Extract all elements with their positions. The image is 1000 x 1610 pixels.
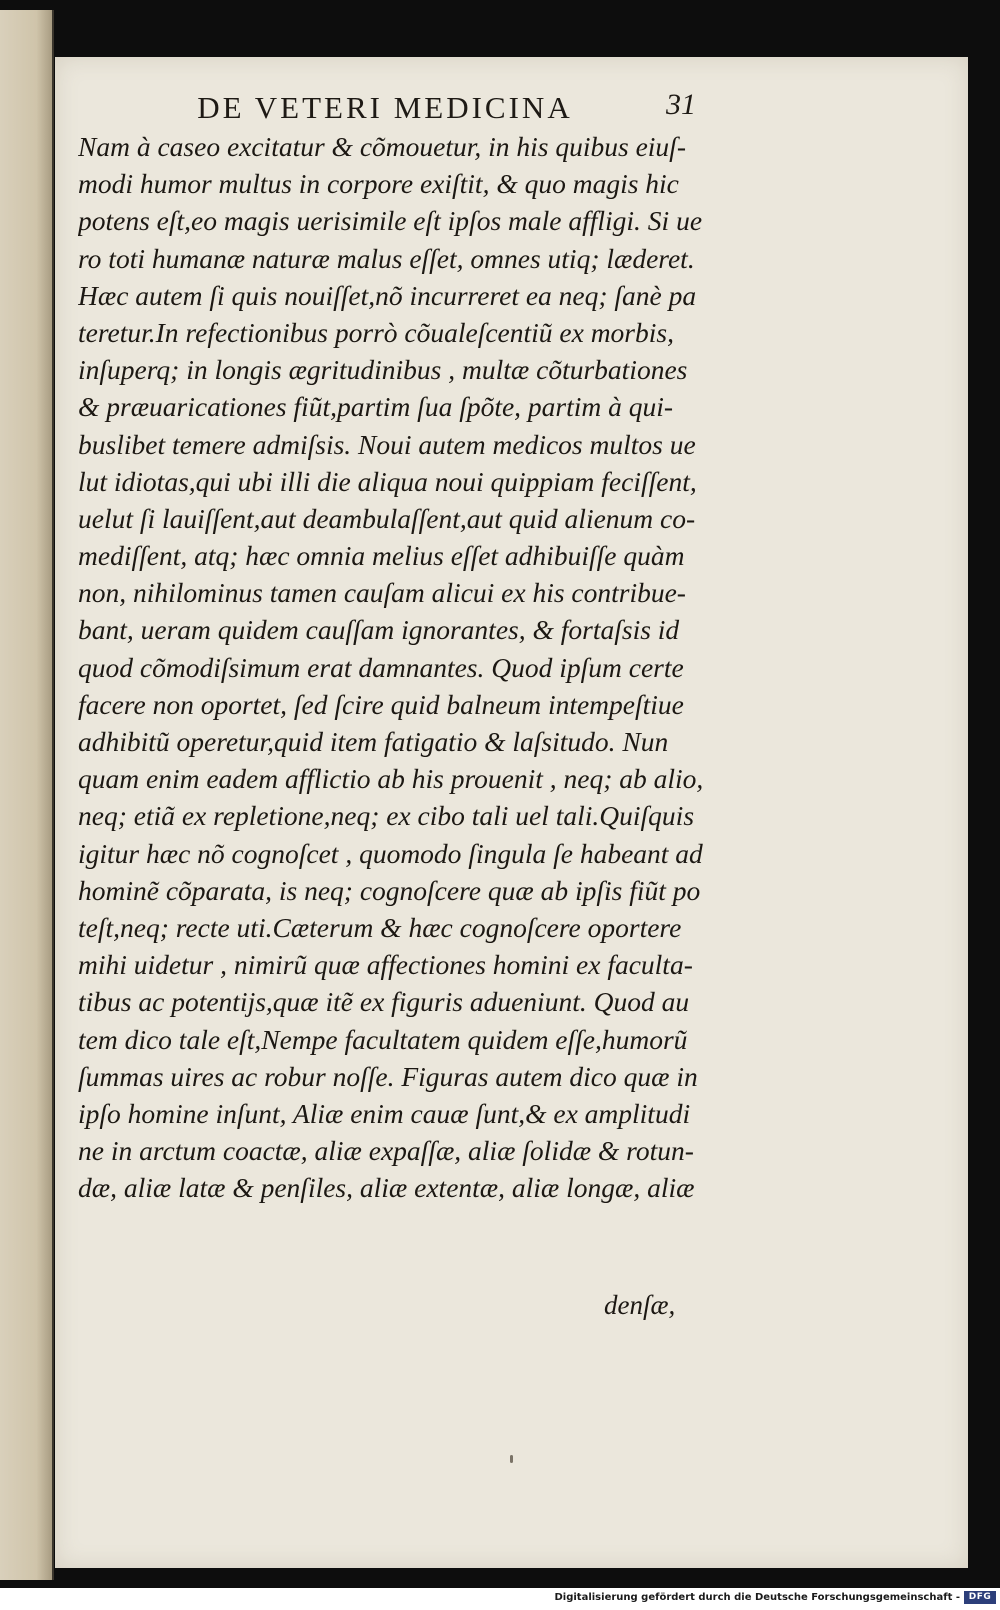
text-line: bant, ueram quidem cauſſam ignorantes, & fortaſsis id <box>78 614 680 646</box>
text-line: tibus ac potentijs,quæ itẽ ex figuris adueniunt. Quod au <box>78 986 690 1018</box>
page-number: 31 <box>666 88 696 121</box>
catchword: denſæ, <box>604 1290 676 1320</box>
text-line: modi humor multus in corpore exiſtit, & quo magis hic <box>78 168 679 200</box>
text-line: lut idiotas,qui ubi illi die aliqua noui quippiam feciſſent, <box>78 465 697 497</box>
text-line: hominẽ cõparata, is neq; cognoſcere quæ ab ipſis fiũt po <box>78 874 701 906</box>
text-line: mediſſent, atq; hæc omnia melius eſſet adhibuiſſe quàm <box>78 540 685 572</box>
text-line: Hæc autem ſi quis nouiſſet,nõ incurreret ea neq; ſanè pa <box>78 279 697 311</box>
text-line: neq; etiã ex repletione,neq; ex cibo tali uel tali.Quiſquis <box>78 800 695 832</box>
text-line: ipſo homine inſunt, Aliæ enim cauæ ſunt,& ex amplitudi <box>78 1097 691 1129</box>
text-line: facere non oportet, ſed ſcire quid balneum intempeſtiue <box>78 688 684 720</box>
dfg-logo: DFG <box>964 1591 996 1604</box>
text-line: igitur hæc nõ cognoſcet , quomodo ſingula ſe habeant ad <box>78 837 703 869</box>
facing-page-edge <box>0 10 54 1580</box>
text-line: quod cõmodiſsimum erat damnantes. Quod ipſum certe <box>78 651 684 683</box>
text-line: non, nihilominus tamen cauſam alicui ex his contribue- <box>78 577 686 609</box>
text-line: quam enim eadem afflictio ab his prouenit , neq; ab alio, <box>78 763 704 795</box>
text-line: ro toti humanæ naturæ malus eſſet, omnes utiq; læderet. <box>78 242 695 274</box>
paper-speck <box>510 1455 513 1463</box>
text-line: & præuaricationes fiũt,partim ſua ſpõte, partim à qui- <box>78 391 674 423</box>
body-text <box>78 128 718 1206</box>
text-line: ne in arctum coactæ, aliæ expaſſæ, aliæ ſolidæ & rotun- <box>78 1135 694 1167</box>
text-line: ſummas uires ac robur noſſe. Figuras autem dico quæ in <box>78 1060 698 1092</box>
text-line: uelut ſi lauiſſent,aut deambulaſſent,aut quid alienum co- <box>78 502 696 534</box>
text-line: potens eſt,eo magis uerisimile eſt ipſos male affligi. Si ue <box>78 205 703 237</box>
text-line: inſuperq; in longis ægritudinibus , multæ cõturbationes <box>78 354 688 386</box>
text-line: Nam à caseo excitatur & cõmouetur, in his quibus eiuſ- <box>78 131 686 162</box>
running-head: DE VETERI MEDICINA <box>197 90 573 125</box>
text-line: tem dico tale eſt,Nempe facultatem quidem eſſe,humorũ <box>78 1023 688 1055</box>
digitization-credit: Digitalisierung gefördert durch die Deutsche Forschungsgemeinschaft - <box>554 1592 960 1603</box>
text-line: dæ, aliæ latæ & penſiles, aliæ extentæ, aliæ longæ, aliæ <box>78 1172 695 1204</box>
text-line: teſt,neq; recte uti.Cæterum & hæc cognoſcere oportere <box>78 911 682 943</box>
text-line: mihi uidetur , nimirũ quæ affectiones homini ex faculta- <box>78 949 693 981</box>
text-line: adhibitũ operetur,quid item fatigatio & laſsitudo. Nun <box>78 726 669 757</box>
text-line: buslibet temere admiſsis. Noui autem medicos multos ue <box>78 428 696 460</box>
text-line: teretur.In refectionibus porrò cõualeſcentiũ ex morbis, <box>78 316 674 348</box>
